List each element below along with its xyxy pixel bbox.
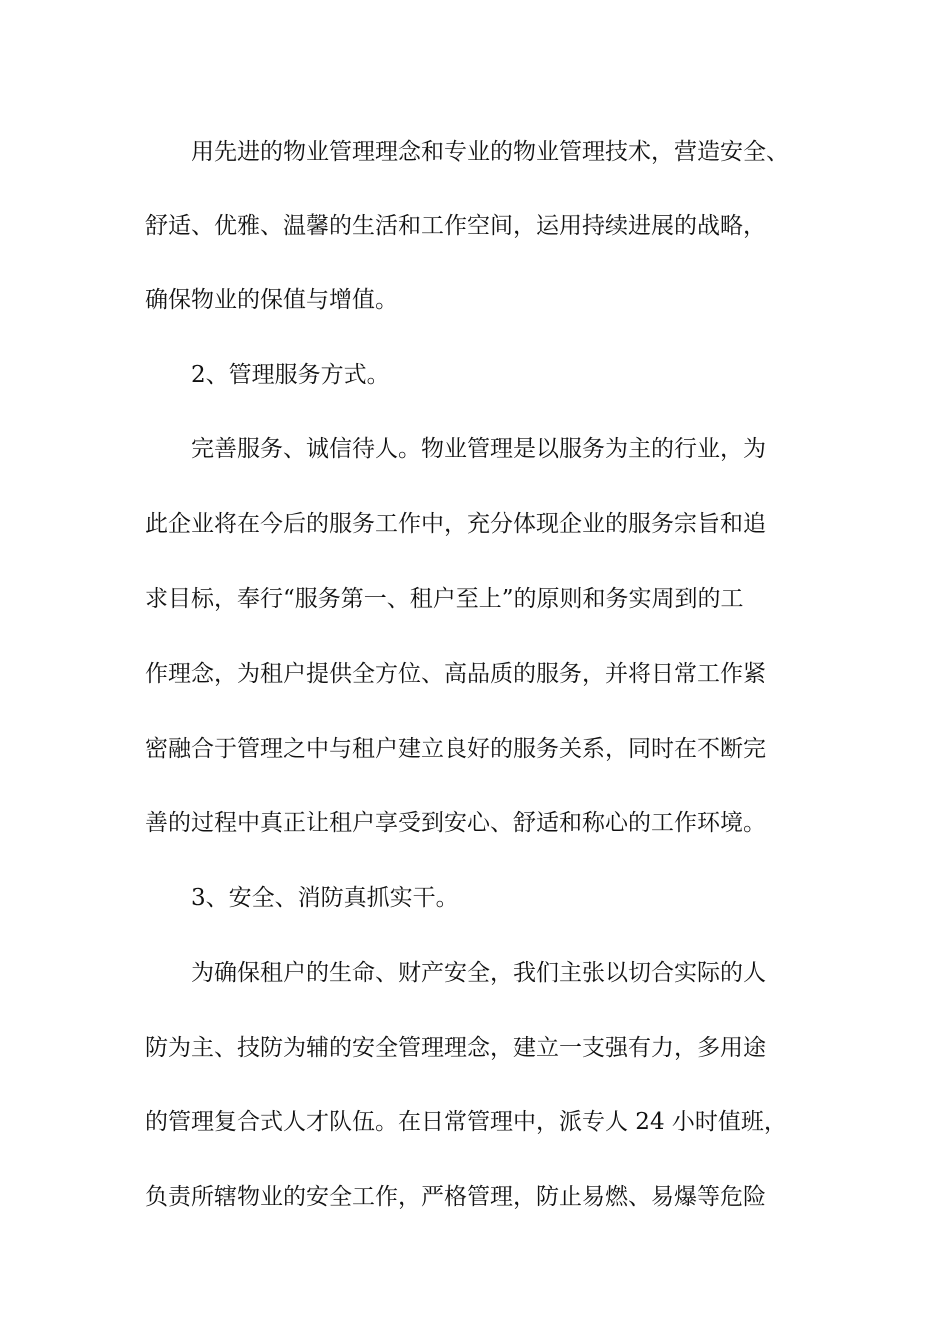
text-line: 为确保租户的生命、财产安全，我们主张以切合实际的人 <box>145 960 766 986</box>
text-line: 确保物业的保值与增值。 <box>145 287 398 313</box>
text-line: 舒适、优雅、温馨的生活和工作空间，运用持续进展的战略， <box>145 213 766 239</box>
text-line: 此企业将在今后的服务工作中，充分体现企业的服务宗旨和追 <box>145 511 766 537</box>
section-heading: 3、安全、消防真抓实干。 <box>145 885 459 911</box>
text-line: 用先进的物业管理理念和专业的物业管理技术，营造安全、 <box>145 139 789 165</box>
section-heading: 2、管理服务方式。 <box>145 362 390 388</box>
text-line: 的管理复合式人才队伍。在日常管理中，派专人 24 小时值班， <box>145 1109 787 1135</box>
text-line: 防为主、技防为辅的安全管理理念，建立一支强有力，多用途 <box>145 1035 766 1061</box>
text-line: 密融合于管理之中与租户建立良好的服务关系，同时在不断完 <box>145 736 766 762</box>
text-line: 作理念，为租户提供全方位、高品质的服务，并将日常工作紧 <box>145 661 766 687</box>
text-line: 负责所辖物业的安全工作，严格管理，防止易燃、易爆等危险 <box>145 1184 766 1210</box>
text-line: 完善服务、诚信待人。物业管理是以服务为主的行业，为 <box>145 436 766 462</box>
text-line: 善的过程中真正让租户享受到安心、舒适和称心的工作环境。 <box>145 810 766 836</box>
text-line: 求目标，奉行“服务第一、租户至上”的原则和务实周到的工 <box>145 586 744 612</box>
